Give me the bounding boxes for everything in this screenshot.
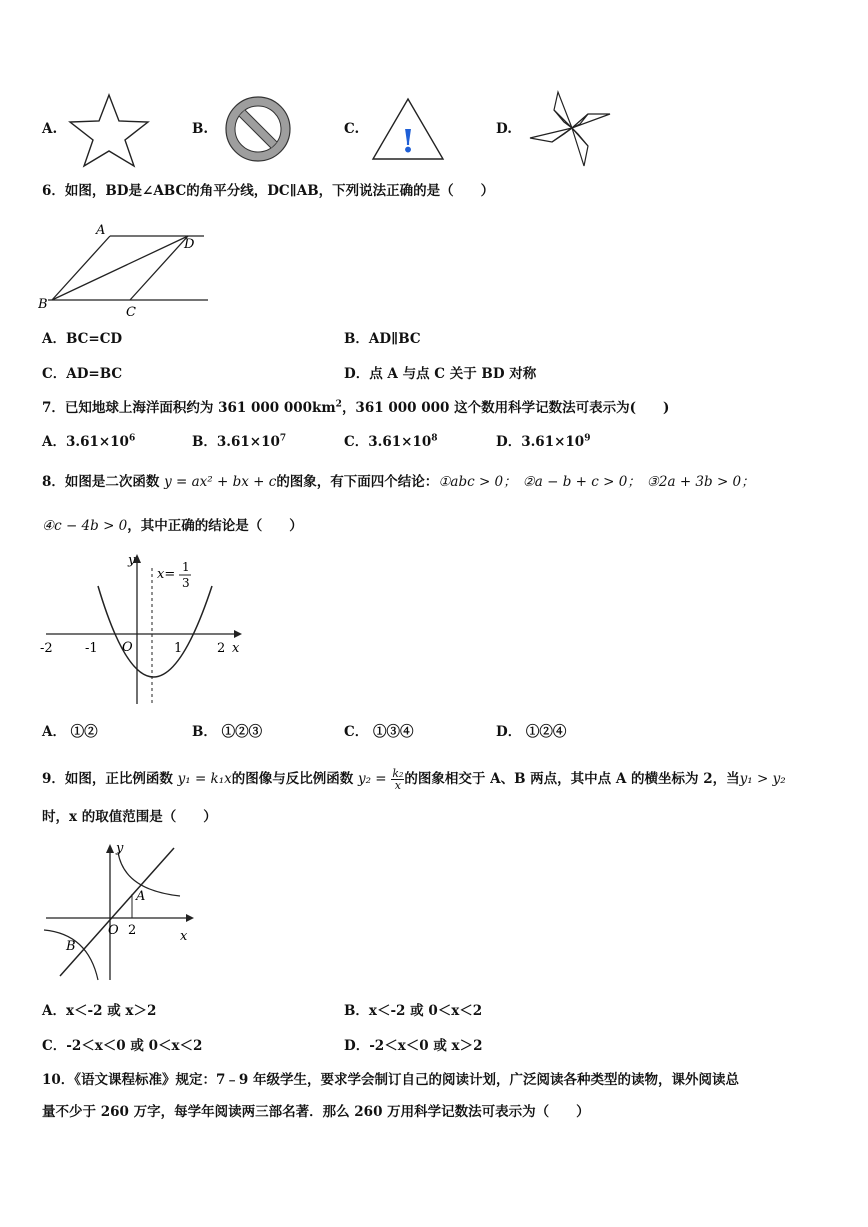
- q7-option-c: C．$3.61\times 10^8$: [344, 433, 438, 450]
- q7-stem: 7．已知地球上海洋面积约为 361 000 $000km^2$，361 000 000 这个数用科学记数法可表示为( ): [42, 399, 670, 416]
- q8-parabola-figure: [36, 548, 246, 708]
- q8-conclusion-2: ②a − b + c > 0；: [522, 474, 641, 490]
- q9-point-a-label: A: [136, 889, 146, 904]
- q9-option-d: D．-2＜x＜0 或 x＞2: [344, 1038, 483, 1054]
- q6-parallelogram-figure: [38, 218, 210, 320]
- q7-option-a: A．$3.61\times 10^6$: [42, 433, 136, 450]
- q5-option-d-label: D.: [496, 121, 512, 137]
- star-shape-figure: [66, 92, 152, 168]
- q9-option-a: A．x＜-2 或 x＞2: [42, 1003, 157, 1019]
- q9-condition: y₁ > y₂: [739, 771, 786, 787]
- q8-axis-eq: x=: [157, 567, 176, 582]
- q8-option-b: B． ①②③: [192, 724, 263, 740]
- q8-conclusion-4: ④c − 4b > 0: [42, 518, 128, 534]
- q5-option-a-label: A.: [42, 121, 58, 137]
- q8-y-label: y: [128, 553, 136, 568]
- q5-option-b-label: B.: [192, 121, 209, 137]
- fig-label-b: B: [38, 297, 48, 312]
- q8-stem-line2: ④c − 4b > 0，其中正确的结论是（ ）: [42, 518, 303, 534]
- q8-tick-2: 2: [217, 641, 226, 656]
- q9-origin-label: O: [108, 923, 119, 938]
- q9-x-label: x: [180, 929, 188, 944]
- q9-tick-2: 2: [128, 923, 137, 938]
- q9-option-b: B．x＜-2 或 0＜x＜2: [344, 1003, 483, 1019]
- fig-label-d: D: [184, 237, 195, 252]
- q8-option-a: A． ①②: [42, 724, 98, 740]
- q6-stem: 6．如图，BD是∠ABC的角平分线，DC∥AB，下列说法正确的是（ ）: [42, 183, 495, 199]
- prohibition-sign-figure: [222, 94, 296, 164]
- fig-label-a: A: [96, 223, 106, 238]
- q8-conclusion-1: ①abc > 0；: [438, 474, 517, 490]
- q5-option-c-label: C.: [344, 121, 360, 137]
- q9-point-b-label: B: [66, 939, 76, 954]
- q9-stem-line1: 9．如图，正比例函数 y₁ = k₁x的图像与反比例函数 y₂ = $\frac{\text{k₂}}{x}$ 的图象相交于 A、B 两点，其中点 A 的横坐标为 2，当y₁ > y₂: [42, 767, 786, 792]
- q7-option-d: D．$3.61\times 10^9$: [496, 433, 591, 450]
- pinwheel-figure: [524, 88, 614, 170]
- q9-f2-fraction: $\frac{\text{k₂}}{x}$: [392, 767, 404, 792]
- q6-option-d: D．点 A 与点 C 关于 BD 对称: [344, 366, 537, 382]
- q8-tick-neg1: -1: [85, 641, 98, 656]
- q7-option-b: B．$3.61\times 10^7$: [192, 433, 287, 450]
- q9-option-c: C．-2＜x＜0 或 0＜x＜2: [42, 1038, 203, 1054]
- q8-axis-num: 1: [182, 560, 190, 574]
- q8-function: y = ax² + bx + c: [164, 474, 277, 490]
- q6-option-c: C．AD=BC: [42, 366, 123, 382]
- q9-stem-line2: 时，x 的取值范围是（ ）: [42, 809, 217, 825]
- fig-label-c: C: [126, 305, 136, 320]
- q8-tick-1: 1: [174, 641, 183, 656]
- q8-conclusion-3: ③2a + 3b > 0；: [646, 474, 755, 490]
- q8-stem-line1: 8．如图是二次函数 y = ax² + bx + c的图象，有下面四个结论：①abc > 0； ②a − b + c > 0； ③2a + 3b > 0；: [42, 474, 755, 490]
- q10-stem-line2: 量不少于 260 万字，每学年阅读两三部名著．那么 260 万用科学记数法可表示为（ ）: [42, 1104, 590, 1120]
- q8-option-d: D． ①②④: [496, 724, 567, 740]
- q10-stem-line1: 10．《语文课程标准》规定：7﹣9 年级学生，要求学会制订自己的阅读计划，广泛阅读各种类型的读物，课外阅读总: [42, 1072, 740, 1088]
- q9-function-figure: [40, 838, 200, 984]
- q9-y-label: y: [116, 841, 124, 856]
- q6-option-a: A．BC=CD: [42, 331, 123, 347]
- q9-f2-lhs: y₂ =: [357, 771, 387, 787]
- q9-f1: y₁ = k₁x: [177, 771, 232, 787]
- exclamation-mark: !: [400, 122, 416, 160]
- q8-origin-label: O: [122, 640, 133, 655]
- q8-tick-neg2: -2: [40, 641, 53, 656]
- q8-option-c: C． ①③④: [344, 724, 414, 740]
- q8-x-label: x: [232, 641, 240, 656]
- q8-axis-den: 3: [182, 576, 190, 590]
- q6-option-b: B．AD∥BC: [344, 331, 421, 347]
- warning-triangle-figure: [370, 96, 446, 162]
